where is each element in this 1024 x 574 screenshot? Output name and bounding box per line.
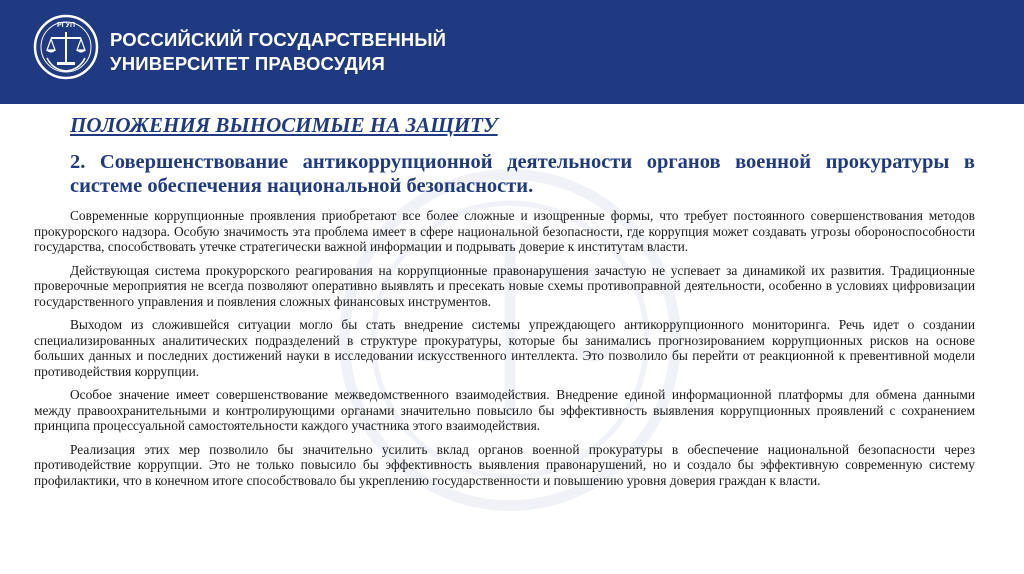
paragraph-5: Реализация этих мер позволило бы значительно усилить вклад органов военной прокуратуры в обеспечение национальной безопасности через противодействие коррупции. Это не только повысило бы эффективность выявления правонарушений, но и создало бы эффективную современную систему профилактики, что в конечном итоге способствовало бы укреплению государственности и повышению уровня доверия граждан к власти. <box>34 441 975 488</box>
header-bar <box>0 0 1024 104</box>
logo-text: РГУП <box>56 22 76 29</box>
university-name <box>110 28 446 76</box>
paragraph-3: Выходом из сложившейся ситуации могло бы стать внедрение системы упреждающего антикоррупционного мониторинга. Речь идет о создании специализированных аналитических подразделений в структуре прокуратуры, которые бы занимались прогнозированием коррупционных рисков на основе больших данных и последних достижений науки в исследовании искусственного интеллекта. Это позволило бы перейти от реакционной к превентивной модели противодействия коррупции. <box>34 317 975 379</box>
paragraph-4: Особое значение имеет совершенствование межведомственного взаимодействия. Внедрение единой информационной платформы для обмена данными между правоохранительными и контролирующими органами значительно повысило бы эффективность выявления коррупционных проявлений с сохранением принципа процессуальной самостоятельности каждого участника этого взаимодействия. <box>34 387 975 433</box>
slide-content <box>34 112 975 496</box>
paragraph-1: Современные коррупционные проявления приобретают все более сложные и изощренные формы, что требует постоянного совершенствования методов прокурорского надзора. Особую значимость эта проблема имеет в сфере национальной безопасности, где коррупция может создавать угрозы обороноспособности государства, способствовать утечке стратегически важной информации и подрывать доверие к институтам власти. <box>34 208 975 254</box>
university-name-line-1: РОССИЙСКИЙ ГОСУДАРСТВЕННЫЙ <box>110 29 447 50</box>
university-emblem-icon <box>33 14 99 80</box>
paragraph-2: Действующая система прокурорского реагирования на коррупционные правонарушения зачастую не успевает за динамикой их развития. Традиционные проверочные мероприятия не всегда позволяют оперативно выявлять и пресекать новые схемы противоправной деятельности, особенно в условиях цифровизации государственного управления и появления сложных финансовых инструментов. <box>34 262 975 309</box>
university-name-line-2: УНИВЕРСИТЕТ ПРАВОСУДИЯ <box>110 53 385 74</box>
section-title: ПОЛОЖЕНИЯ ВЫНОСИМЫЕ НА ЗАЩИТУ <box>70 113 498 137</box>
slide-heading: 2. Совершенствование антикоррупционной деятельности органов военной прокуратуры в системе обеспечения национальной безопасности. <box>70 151 975 197</box>
